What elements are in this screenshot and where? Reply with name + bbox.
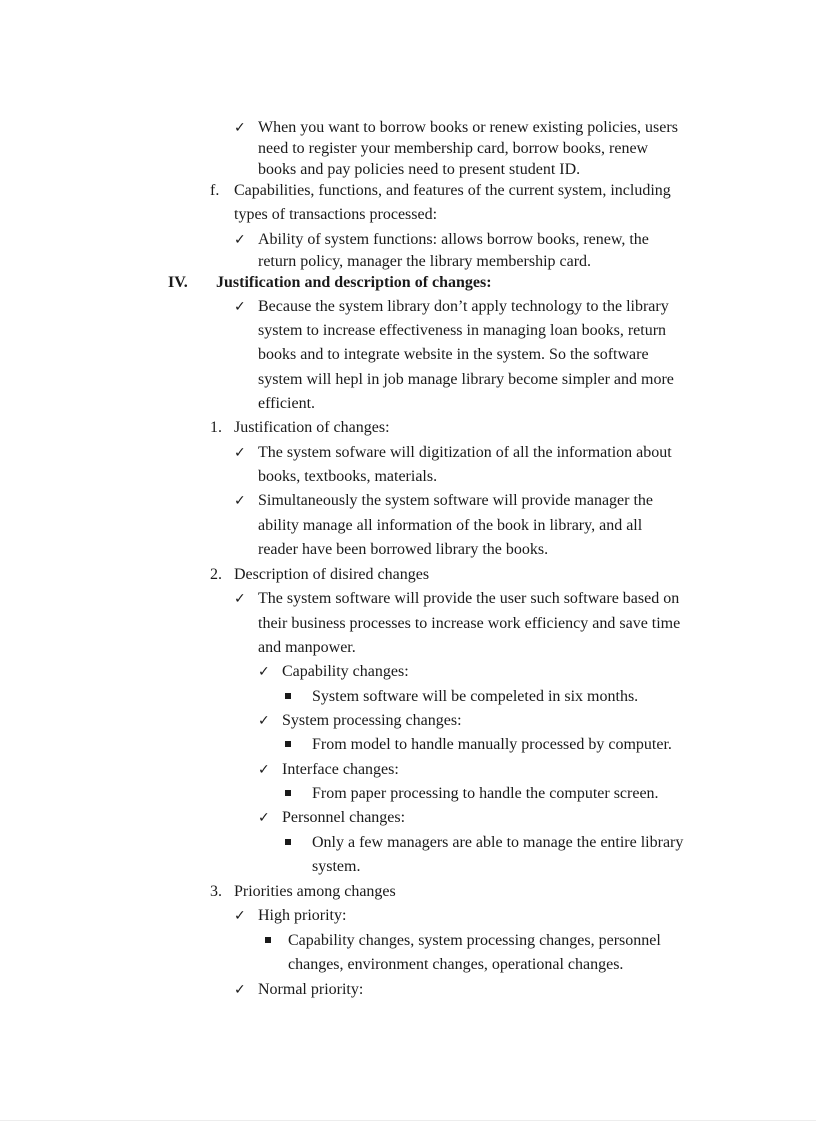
list-marker: 2. bbox=[210, 566, 222, 583]
paragraph-line: When you want to borrow books or renew existing policies, users bbox=[258, 119, 678, 136]
paragraph-line: Because the system library don’t apply technology to the library bbox=[258, 298, 669, 315]
checkmark-icon: ✓ bbox=[234, 591, 246, 607]
paragraph-line: Ability of system functions: allows borrow books, renew, the bbox=[258, 231, 649, 248]
change-detail: system. bbox=[312, 858, 361, 875]
list-item-title: Description of disired changes bbox=[234, 566, 430, 583]
paragraph-line: system to increase effectiveness in managing loan books, return bbox=[258, 322, 667, 339]
paragraph-line: their business processes to increase work efficiency and save time bbox=[258, 615, 681, 632]
list-marker: 3. bbox=[210, 883, 222, 900]
paragraph-line: return policy, manager the library membership card. bbox=[258, 253, 592, 270]
list-item-title: Justification of changes: bbox=[234, 419, 390, 436]
section-heading: Justification and description of changes: bbox=[216, 274, 492, 291]
change-detail: From model to handle manually processed by computer. bbox=[312, 736, 672, 753]
list-item-title: Priorities among changes bbox=[234, 883, 396, 900]
checkmark-icon: ✓ bbox=[258, 713, 270, 729]
paragraph-line: ability manage all information of the book in library, and all bbox=[258, 517, 643, 534]
paragraph-line: reader have been borrowed library the books. bbox=[258, 541, 549, 558]
checkmark-icon: ✓ bbox=[258, 664, 270, 680]
checkmark-icon: ✓ bbox=[234, 982, 246, 998]
change-label: Personnel changes: bbox=[282, 809, 406, 826]
checkmark-icon: ✓ bbox=[234, 445, 246, 461]
checkmark-icon: ✓ bbox=[258, 762, 270, 778]
priority-label: Normal priority: bbox=[258, 981, 364, 998]
checkmark-icon: ✓ bbox=[234, 493, 246, 509]
change-label: Interface changes: bbox=[282, 761, 399, 778]
paragraph-line: efficient. bbox=[258, 395, 316, 412]
paragraph-line: Simultaneously the system software will provide manager the bbox=[258, 492, 654, 509]
checkmark-icon: ✓ bbox=[258, 810, 270, 826]
priority-label: High priority: bbox=[258, 907, 347, 924]
square-bullet-icon bbox=[265, 937, 271, 943]
paragraph-line: and manpower. bbox=[258, 639, 356, 656]
paragraph-line: books and to integrate website in the system. So the software bbox=[258, 346, 649, 363]
change-detail: System software will be compeleted in six months. bbox=[312, 688, 639, 705]
paragraph-line: books, textbooks, materials. bbox=[258, 468, 438, 485]
square-bullet-icon bbox=[285, 693, 291, 699]
paragraph-line: Capabilities, functions, and features of the current system, including bbox=[234, 182, 671, 199]
change-detail: Only a few managers are able to manage the entire library bbox=[312, 834, 684, 851]
paragraph-line: need to register your membership card, borrow books, renew bbox=[258, 140, 649, 157]
checkmark-icon: ✓ bbox=[234, 908, 246, 924]
checkmark-icon: ✓ bbox=[234, 299, 246, 315]
square-bullet-icon bbox=[285, 839, 291, 845]
checkmark-icon: ✓ bbox=[234, 120, 246, 136]
square-bullet-icon bbox=[285, 741, 291, 747]
list-marker: 1. bbox=[210, 419, 222, 436]
page-edge-divider bbox=[0, 1120, 816, 1121]
square-bullet-icon bbox=[285, 790, 291, 796]
list-marker: f. bbox=[210, 182, 220, 199]
priority-detail: Capability changes, system processing changes, personnel bbox=[288, 932, 661, 949]
paragraph-line: system will hepl in job manage library become simpler and more bbox=[258, 371, 674, 388]
paragraph-line: types of transactions processed: bbox=[234, 206, 438, 223]
change-label: System processing changes: bbox=[282, 712, 462, 729]
paragraph-line: books and pay policies need to present student ID. bbox=[258, 161, 581, 178]
paragraph-line: The system sofware will digitization of all the information about bbox=[258, 444, 672, 461]
change-detail: From paper processing to handle the computer screen. bbox=[312, 785, 659, 802]
checkmark-icon: ✓ bbox=[234, 232, 246, 248]
paragraph-line: The system software will provide the user such software based on bbox=[258, 590, 680, 607]
change-label: Capability changes: bbox=[282, 663, 409, 680]
section-numeral: IV. bbox=[168, 274, 188, 291]
priority-detail: changes, environment changes, operational changes. bbox=[288, 956, 624, 973]
